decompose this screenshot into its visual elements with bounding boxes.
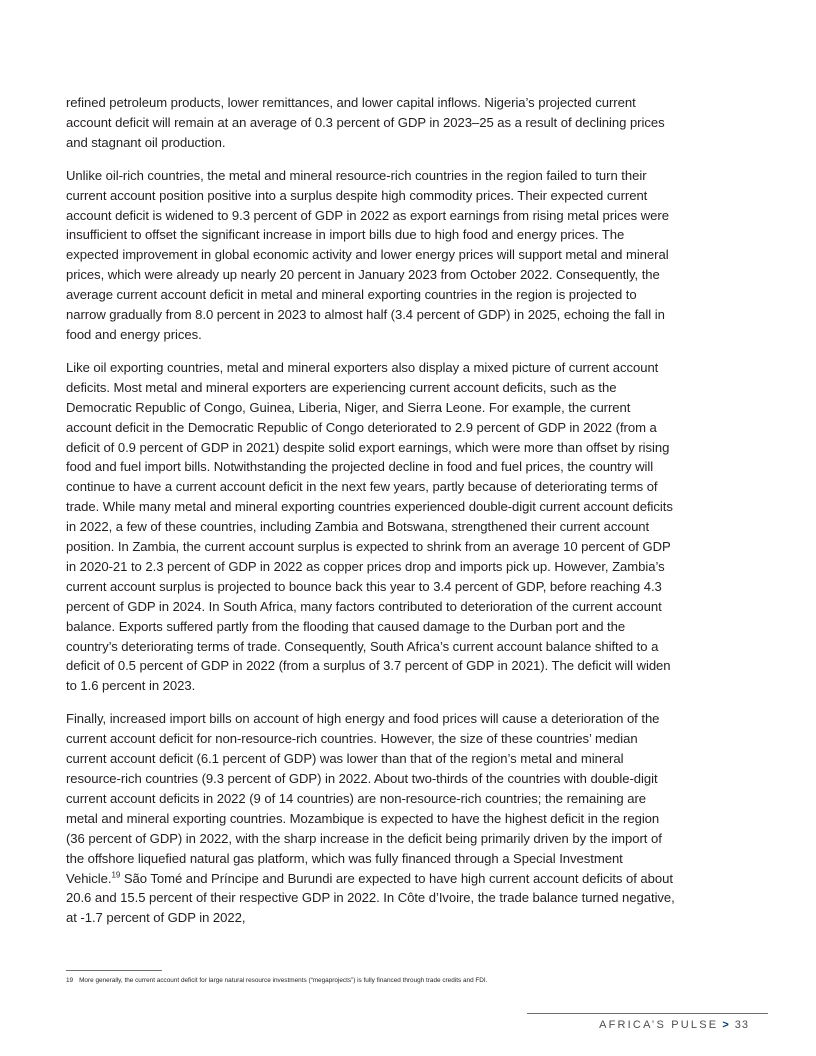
body-paragraph-1: refined petroleum products, lower remittances, and lower capital inflows. Nigeria’s projected current account deficit will remain at an average of 0.3 percent of GDP in 2023–25 as a result of declining prices and stagnant oil production. (66, 95, 665, 150)
footnote-reference[interactable]: 19 (111, 870, 121, 880)
paragraph-text-after-note: São Tomé and Príncipe and Burundi are expected to have high current account deficits of about 20.6 and 15.5 percent of their respective GDP in 2022. In Côte d’Ivoire, the trade balance turned negative, at -1.7 percent of GDP in 2022, (66, 870, 675, 926)
footnote (66, 976, 756, 985)
footnote-number: 19 (66, 977, 74, 984)
page-number: 33 (734, 1019, 749, 1031)
chevron-right-icon: > (722, 1019, 729, 1031)
footnote-text: More generally, the current account deficit for large natural resource investments (“megaprojects”) is fully financed through trade credits and FDI. (79, 977, 488, 984)
paragraph-text-before-note: Finally, increased import bills on account of high energy and food prices will cause a deterioration of the current account deficit for non-resource-rich countries. However, the size of these countries’ median current account deficit (6.1 percent of GDP) was lower than that of the region’s metal and mineral resource-rich countries (9.3 percent of GDP) in 2022. About two-thirds of the countries with double-digit current account deficits in 2022 (9 of 14 countries) are non-resource-rich countries; the remaining are metal and mineral exporting countries. Mozambique is expected to have the highest deficit in the region (36 percent of GDP) in 2022, with the sharp increase in the deficit being primarily driven by the import of the offshore liquefied natural gas platform, which was fully financed through a Special Investment Vehicle. (66, 711, 662, 886)
body-paragraph-4 (66, 709, 678, 928)
page-footer (599, 1018, 749, 1032)
body-paragraph-3: Like oil exporting countries, metal and mineral exporters also display a mixed picture of current account deficits. Most metal and mineral exporters are experiencing current account deficits, such as the Democratic Republic of Congo, Guinea, Liberia, Niger, and Sierra Leone. For example, the current account deficit in the Democratic Republic of Congo deteriorated to 2.9 percent of GDP in 2022 (from a deficit of 0.9 percent of GDP in 2021) despite solid export earnings, which were more than offset by rising food and fuel import bills. Notwithstanding the projected decline in food and fuel prices, the country will continue to have a current account deficit in the next few years, partly because of deteriorating terms of trade. While many metal and mineral exporting countries experienced double-digit current account deficits in 2022, a few of these countries, including Zambia and Botswana, strengthened their current account position. In Zambia, the current account surplus is expected to shrink from an average 10 percent of GDP in 2020-21 to 2.3 percent of GDP in 2022 as copper prices drop and imports pick up. However, Zambia’s current account surplus is projected to bounce back this year to 3.4 percent of GDP, before reaching 4.3 percent of GDP in 2024. In South Africa, many factors contributed to deterioration of the current account balance. Exports suffered partly from the flooding that caused damage to the Durban port and the country’s deteriorating terms of trade. Consequently, South Africa’s current account balance shifted to a deficit of 0.5 percent of GDP in 2022 (from a surplus of 3.7 percent of GDP in 2021). The deficit will widen to 1.6 percent in 2023. (66, 359, 673, 694)
footer-divider (527, 1013, 768, 1014)
page-body (66, 93, 678, 941)
body-paragraph-2: Unlike oil-rich countries, the metal and mineral resource-rich countries in the region failed to turn their current account position positive into a surplus despite high commodity prices. Their expected current account deficit is widened to 9.3 percent of GDP in 2022 as export earnings from rising metal prices were insufficient to offset the significant increase in import bills due to high food and energy prices. The expected improvement in global economic activity and lower energy prices will support metal and mineral prices, which were already up nearly 20 percent in January 2023 from October 2022. Consequently, the average current account deficit in metal and mineral exporting countries in the region is projected to narrow gradually from 8.0 percent in 2023 to almost half (3.4 percent of GDP) in 2025, echoing the fall in food and energy prices. (66, 167, 669, 342)
publication-title: AFRICA’S PULSE (599, 1019, 719, 1031)
footnote-divider (66, 970, 162, 971)
